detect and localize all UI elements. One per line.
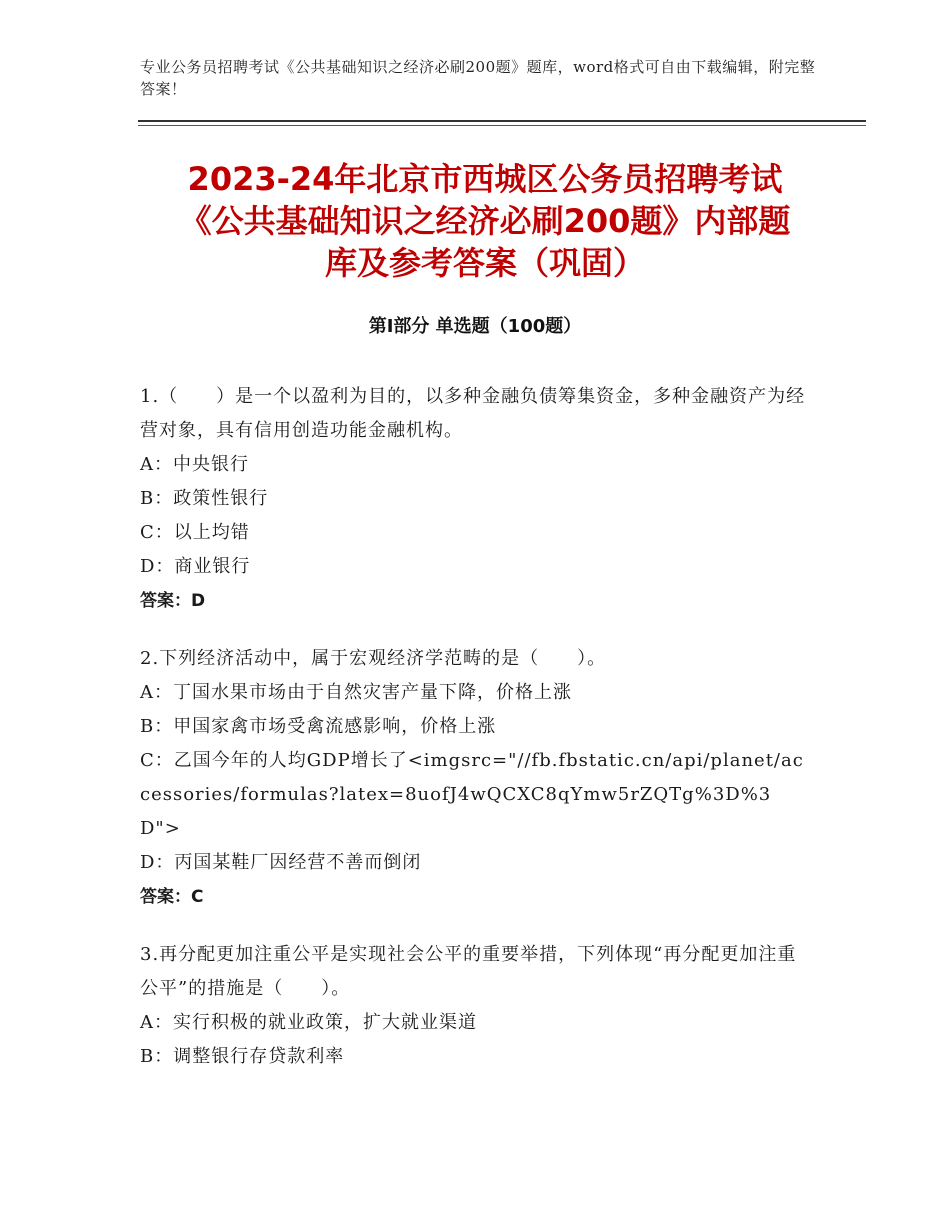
header-divider-thin <box>138 125 866 126</box>
question-2 <box>140 642 810 914</box>
section-title: 第Ⅰ部分 单选题（100题） <box>368 316 582 337</box>
title-line-3: 库及参考答案（巩固） <box>324 244 645 282</box>
option-b: B：政策性银行 <box>140 488 269 509</box>
answer: 答案：D <box>140 591 206 611</box>
option-a: A：中央银行 <box>140 454 249 475</box>
question-1 <box>140 380 810 618</box>
option-c: C：以上均错 <box>140 522 250 543</box>
header-note: 专业公务员招聘考试《公共基础知识之经济必刷200题》题库，word格式可自由下载编辑，附完整答案！ <box>140 58 816 98</box>
option-b: B：甲国家禽市场受禽流感影响，价格上涨 <box>140 716 497 737</box>
option-c: C：乙国今年的人均GDP增长了<imgsrc="//fb.fbstatic.cn/api/planet/accessories/formulas?latex=8uofJ4wQCXC8qYmw5rZQTg%3D%3D"> <box>140 750 804 839</box>
title-line-1: 2023-24年北京市西城区公务员招聘考试 <box>187 160 783 198</box>
question-list <box>140 380 810 1098</box>
option-d: D：商业银行 <box>140 556 251 577</box>
question-3 <box>140 938 810 1074</box>
option-a: A：丁国水果市场由于自然灾害产量下降，价格上涨 <box>140 682 572 703</box>
option-d: D：丙国某鞋厂因经营不善而倒闭 <box>140 852 422 873</box>
question-stem: 3.再分配更加注重公平是实现社会公平的重要举措，下列体现“再分配更加注重公平”的措施是（ ）。 <box>140 944 797 999</box>
document-title <box>120 158 850 284</box>
option-a: A：实行积极的就业政策，扩大就业渠道 <box>140 1012 477 1033</box>
question-stem: 2.下列经济活动中，属于宏观经济学范畴的是（ ）。 <box>140 648 607 669</box>
option-b: B：调整银行存贷款利率 <box>140 1046 345 1067</box>
header-divider <box>138 120 866 122</box>
title-line-2: 《公共基础知识之经济必刷200题》内部题 <box>179 202 791 240</box>
answer: 答案：C <box>140 887 204 907</box>
question-stem: 1.（ ）是一个以盈利为目的，以多种金融负债筹集资金，多种金融资产为经营对象，具有信用创造功能金融机构。 <box>140 386 806 441</box>
